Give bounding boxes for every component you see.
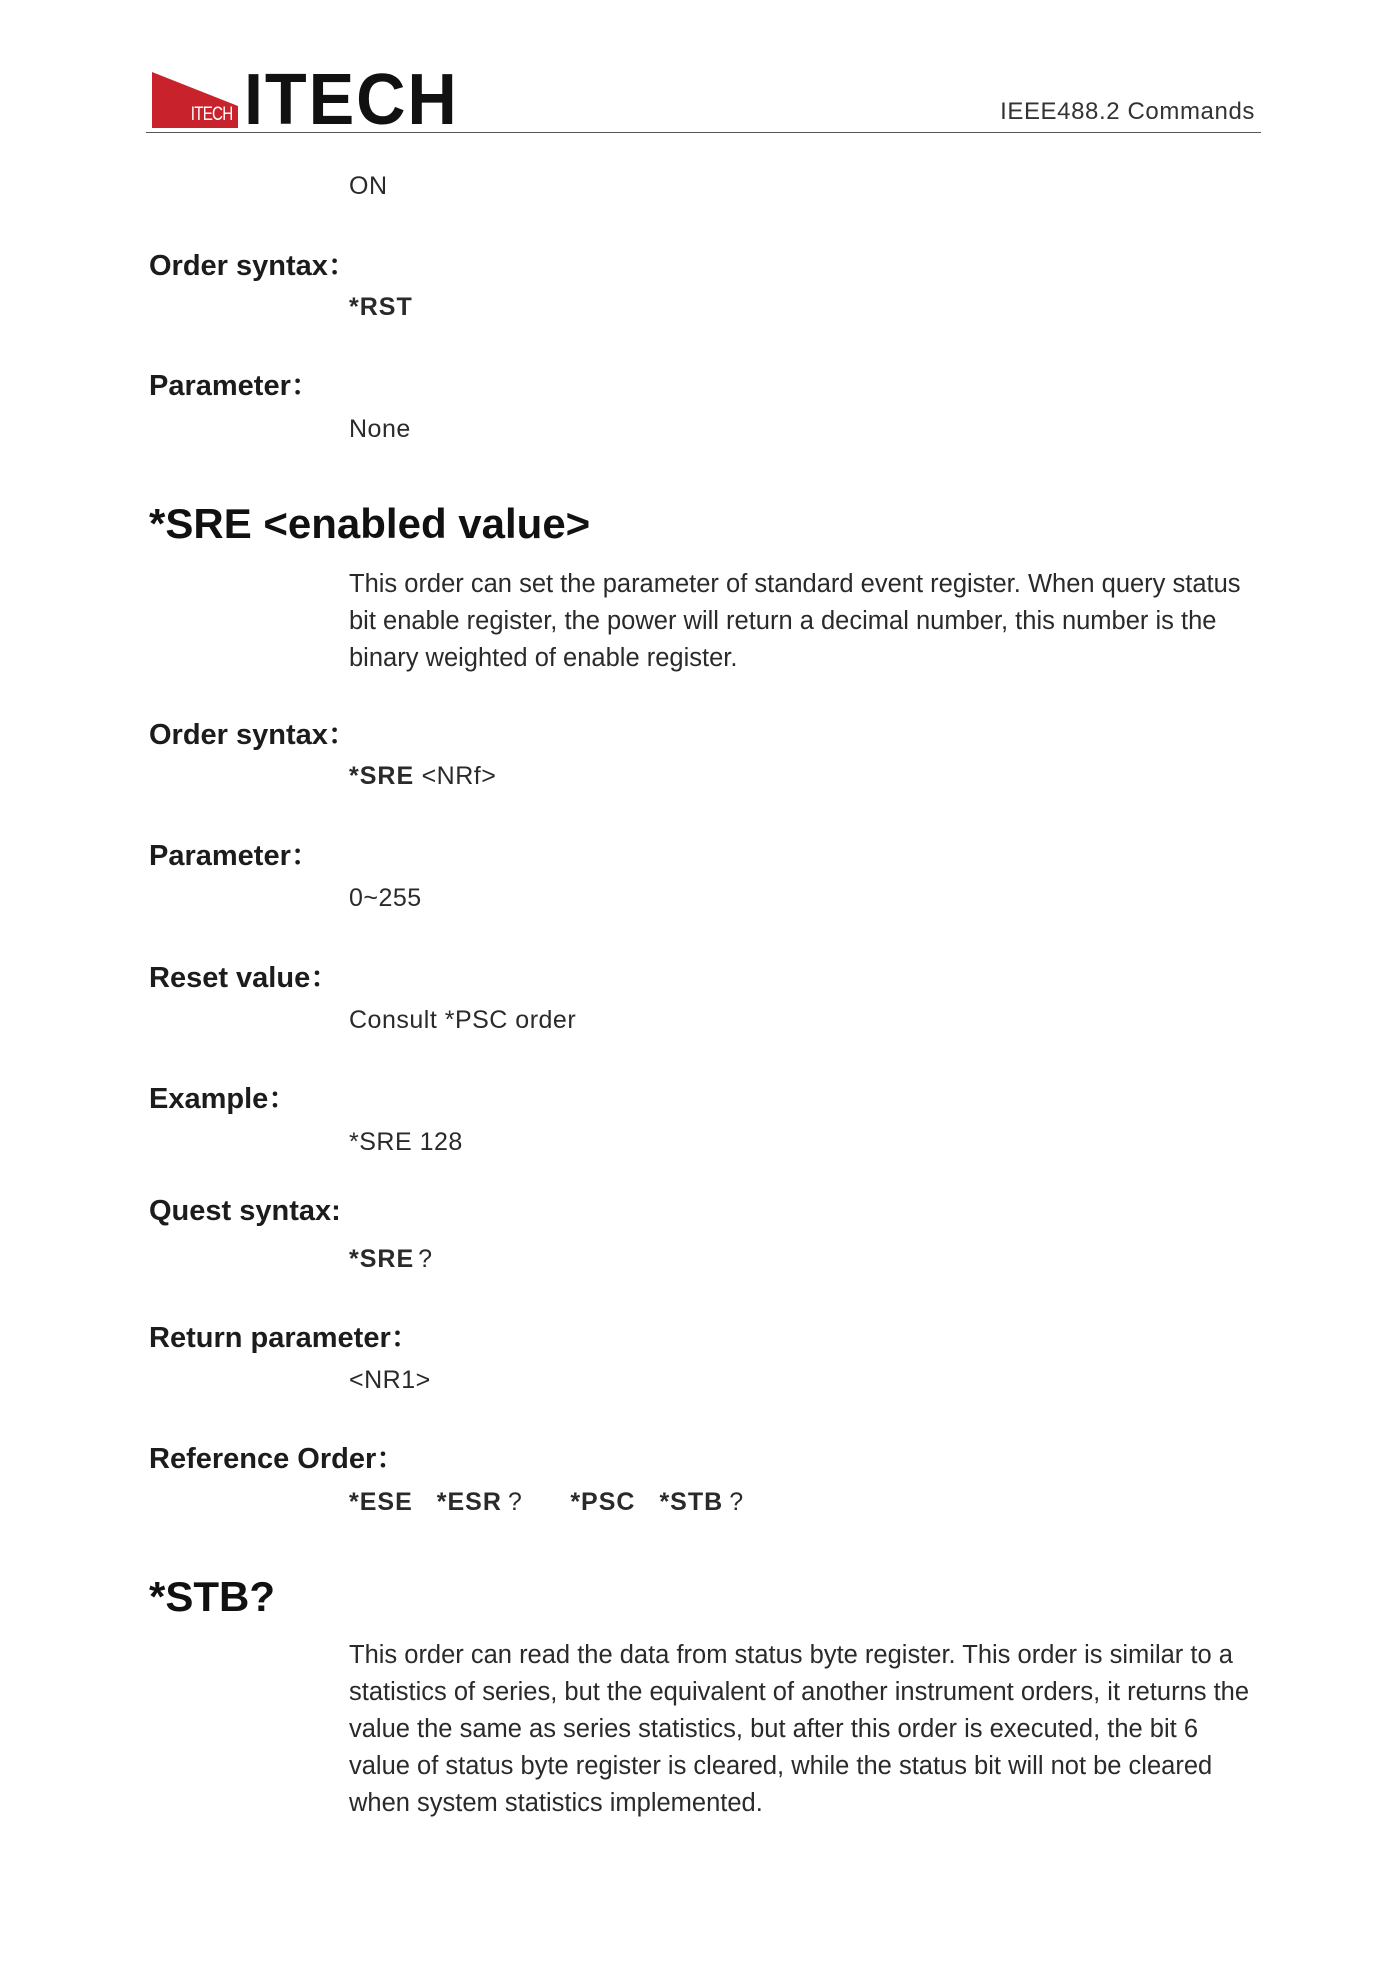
sre-quest-syntax <box>349 1245 433 1274</box>
ref-ese: *ESE <box>349 1488 413 1516</box>
rst-order-syntax: *RST <box>349 293 413 321</box>
ref-psc: *PSC <box>570 1488 636 1516</box>
sre-parameter: 0~255 <box>349 884 422 912</box>
logo-mark-text: ITECH <box>190 104 233 125</box>
header-section-title: IEEE488.2 Commands <box>1000 98 1255 125</box>
stb-description: This order can read the data from status byte register. This order is similar to a statistics of series, but the equivalent of another instrument orders, it returns the value the same as series statistics, but after this order is executed, the bit 6 value of status byte register is cleared, while the status bit will not be cleared when system statistics implemented. <box>349 1641 1250 1817</box>
sre-order-syntax-cmd: *SRE <box>349 762 415 790</box>
sre-order-syntax <box>349 762 496 791</box>
sre-reset-label: Reset value： <box>149 962 340 994</box>
sre-reset-value: Consult *PSC order <box>349 1006 577 1034</box>
ref-stb: *STB <box>659 1488 724 1516</box>
sre-return-parameter-label: Return parameter： <box>149 1322 420 1354</box>
ref-esr-q: ? <box>507 1488 523 1516</box>
sre-reference-order-label: Reference Order： <box>149 1443 406 1475</box>
logo-mark-icon <box>152 72 238 128</box>
sre-parameter-label: Parameter： <box>149 840 320 872</box>
rst-order-syntax-label: Order syntax： <box>149 250 357 282</box>
sre-order-syntax-arg: <NRf> <box>414 762 497 790</box>
sre-quest-syntax-label: Quest syntax: <box>149 1195 341 1227</box>
itech-logo <box>152 60 470 140</box>
sre-order-syntax-label: Order syntax： <box>149 719 357 751</box>
previous-reset-value: ON <box>349 172 388 200</box>
sre-quest-suffix: ? <box>418 1245 433 1273</box>
sre-reference-orders <box>349 1488 792 1517</box>
rst-parameter: None <box>349 415 411 443</box>
ref-esr: *ESR <box>436 1488 502 1516</box>
sre-example-label: Example： <box>149 1083 298 1115</box>
ref-stb-q: ? <box>729 1488 744 1516</box>
sre-quest-cmd: *SRE <box>349 1245 415 1273</box>
stb-heading: *STB? <box>149 1573 275 1620</box>
sre-description: This order can set the parameter of standard event register. When query status bit enable register, the power will return a decimal number, this number is the binary weighted of enable register. <box>349 570 1241 672</box>
rst-parameter-label: Parameter： <box>149 370 320 402</box>
page-header <box>146 60 1261 140</box>
ref-stb-group <box>659 1488 767 1516</box>
ref-esr-group <box>437 1488 547 1516</box>
sre-heading: *SRE <enabled value> <box>149 500 591 547</box>
sre-return-parameter: <NR1> <box>349 1366 431 1394</box>
sre-example: *SRE 128 <box>349 1128 463 1156</box>
logo-wordmark: ITECH <box>244 60 459 140</box>
